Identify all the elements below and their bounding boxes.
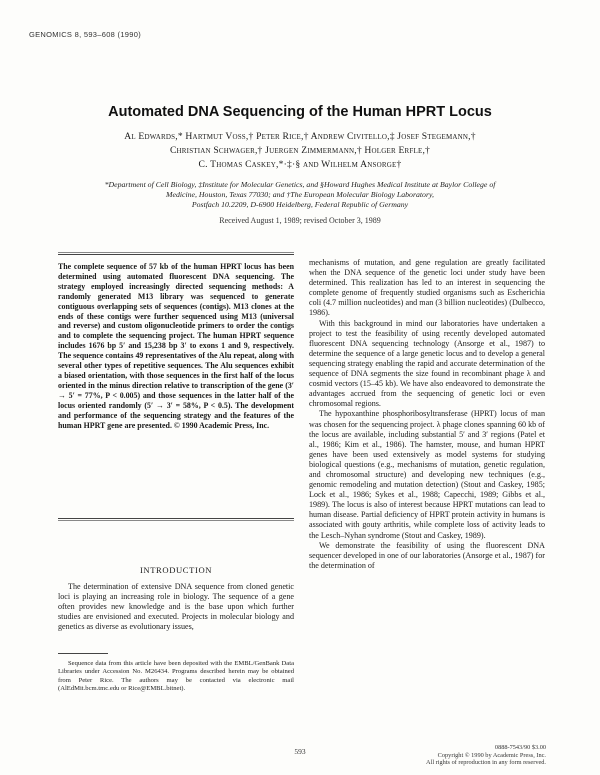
abstract	[58, 262, 294, 430]
footnote-text: Sequence data from this article have been deposited with the EMBL/GenBank Data Libraries under Accession No. M26434. Programs described herein may be obtained from Peter Rice. The authors may be contacted via electronic mail (AlEdMit.bcm.tmc.edu or Rice@EMBL.bitnet).	[58, 660, 294, 692]
page-number: 593	[294, 747, 306, 756]
body-paragraph: The hypoxanthine phosphoribosyltransferase (HPRT) locus of man was chosen for the sequencing project. λ phage clones spanning 60 kb of the locus are available, including substantial 5′ and 3′ regions (Patel et al., 1986; Kim et al., 1986). The hamster, mouse, and human HPRT genes have been used extensively as model systems for studying biological questions (e.g., mechanisms of mutation, genetic regulation, and chromosomal structure) and developing new techniques (e.g., genomic remodeling and mutation detection) (Stout and Caskey, 1985; Lock et al., 1986; Sykes et al., 1988; Capecchi, 1989; Gibbs et al., 1989). The locus is also of interest because HPRT mutations can lead to human disease. Partial deficiency of HPRT protein activity in humans is associated with gouty arthritis, while complete loss of activity leads to the Lesch–Nyhan syndrome (Stout and Caskey, 1989).	[309, 409, 545, 540]
intro-paragraph: The determination of extensive DNA sequence from cloned genetic loci is playing an increasing role in biology. The sequence of a gene often provides new knowledge and is the base upon which further studies are envisioned and executed. Projects in molecular biology and genetics as diverse as evolutionary issues,	[58, 582, 294, 632]
right-column	[309, 258, 545, 571]
abstract-top-rule-thin	[58, 252, 294, 253]
abstract-bottom-rule	[58, 518, 294, 519]
abstract-text: The complete sequence of 57 kb of the human HPRT locus has been determined using automated fluorescent DNA sequencing. The strategy employed increasingly directed sequencing methods: A randomly generated M13 library was sequenced to generate contiguous overlapping sets of sequences (contigs). M13 clones at the ends of these contigs were further sequenced using M13 (universal and reverse) and custom oligonucleotide primers to order the contigs and to complete the sequencing project. The human HPRT sequence includes 1676 bp 5′ and 15,238 bp 3′ to exons 1 and 9, respectively. The sequence contains 49 representatives of the Alu repeat, along with several other types of repetitive sequences. The Alu sequences exhibit a biased orientation, with those sequences in the first half of the locus oriented in the minus direction relative to transcription of the gene (3′ → 5′ = 77%, P < 0.005) and those sequences in the latter half of the locus oriented randomly (5′ → 3′ = 58%, P < 0.5). The development and performance of the sequencing strategy and the features of the human HPRT gene are presented. © 1990 Academic Press, Inc.	[58, 262, 294, 430]
body-paragraph: mechanisms of mutation, and gene regulation are greatly facilitated when the DNA sequence of the genetic loci under study have been determined. This realization has led to an interest in sequencing the complete genome of frequently studied organisms such as Escherichia coli (4.7 million nucleotides) and man (3 billion nucleotides) (Dulbecco, 1986).	[309, 258, 545, 318]
author-line: Al Edwards,* Hartmut Voss,† Peter Rice,† Andrew Civitello,‡ Josef Stegemann,†	[124, 131, 476, 142]
abstract-top-rule	[58, 254, 294, 255]
affiliation-line: Medicine, Houston, Texas 77030; and †The European Molecular Biology Laboratory,	[166, 190, 434, 200]
section-heading-introduction: INTRODUCTION	[139, 565, 213, 575]
affiliations	[60, 180, 540, 211]
body-paragraph: With this background in mind our laboratories have undertaken a project to test the feasibility of using recently developed automated fluorescent DNA sequencing technology (Ansorge et al., 1987) to determine the sequence of a large genetic locus and to develop a general sequencing strategy enabling the rapid and accurate determination of the sequence of DNA segments the size found in recombinant phage λ and cosmid vectors (15–45 kb). We have also endeavored to demonstrate the advantages accrued from the sequencing of genetic loci or even chromosomal regions.	[309, 318, 545, 409]
author-line: Christian Schwager,† Juergen Zimmermann,† Holger Erfle,†	[169, 145, 431, 156]
received-dates: Received August 1, 1989; revised October 3, 1989	[219, 216, 381, 225]
affiliation-line: *Department of Cell Biology, ‡Institute for Molecular Genetics, and §Howard Hughes Medical Institute at Baylor College of	[104, 180, 496, 189]
author-line: C. Thomas Caskey,*·‡·§ and Wilhelm Ansorge†	[198, 159, 402, 170]
body-paragraph: We demonstrate the feasibility of using the fluorescent DNA sequencer developed in one of our laboratories (Ansorge et al., 1987) for the determination of	[309, 540, 545, 570]
copyright-line: All rights of reproduction in any form reserved.	[426, 759, 546, 767]
footnote-rule	[58, 653, 108, 654]
copyright-line: Copyright © 1990 by Academic Press, Inc.	[437, 751, 546, 759]
author-list	[60, 130, 540, 172]
abstract-bottom-rule-thin	[58, 520, 294, 521]
affiliation-line: Postfach 10.2209, D-6900 Heidelberg, Federal Republic of Germany	[191, 200, 409, 210]
article-title: Automated DNA Sequencing of the Human HPRT Locus	[108, 104, 492, 120]
introduction-body	[58, 582, 294, 632]
copyright-line: 0888-7543/90 $3.00	[494, 744, 546, 751]
copyright-notice	[418, 744, 546, 767]
footnote	[58, 660, 294, 693]
journal-reference: GENOMICS 8, 593–608 (1990)	[29, 30, 142, 39]
